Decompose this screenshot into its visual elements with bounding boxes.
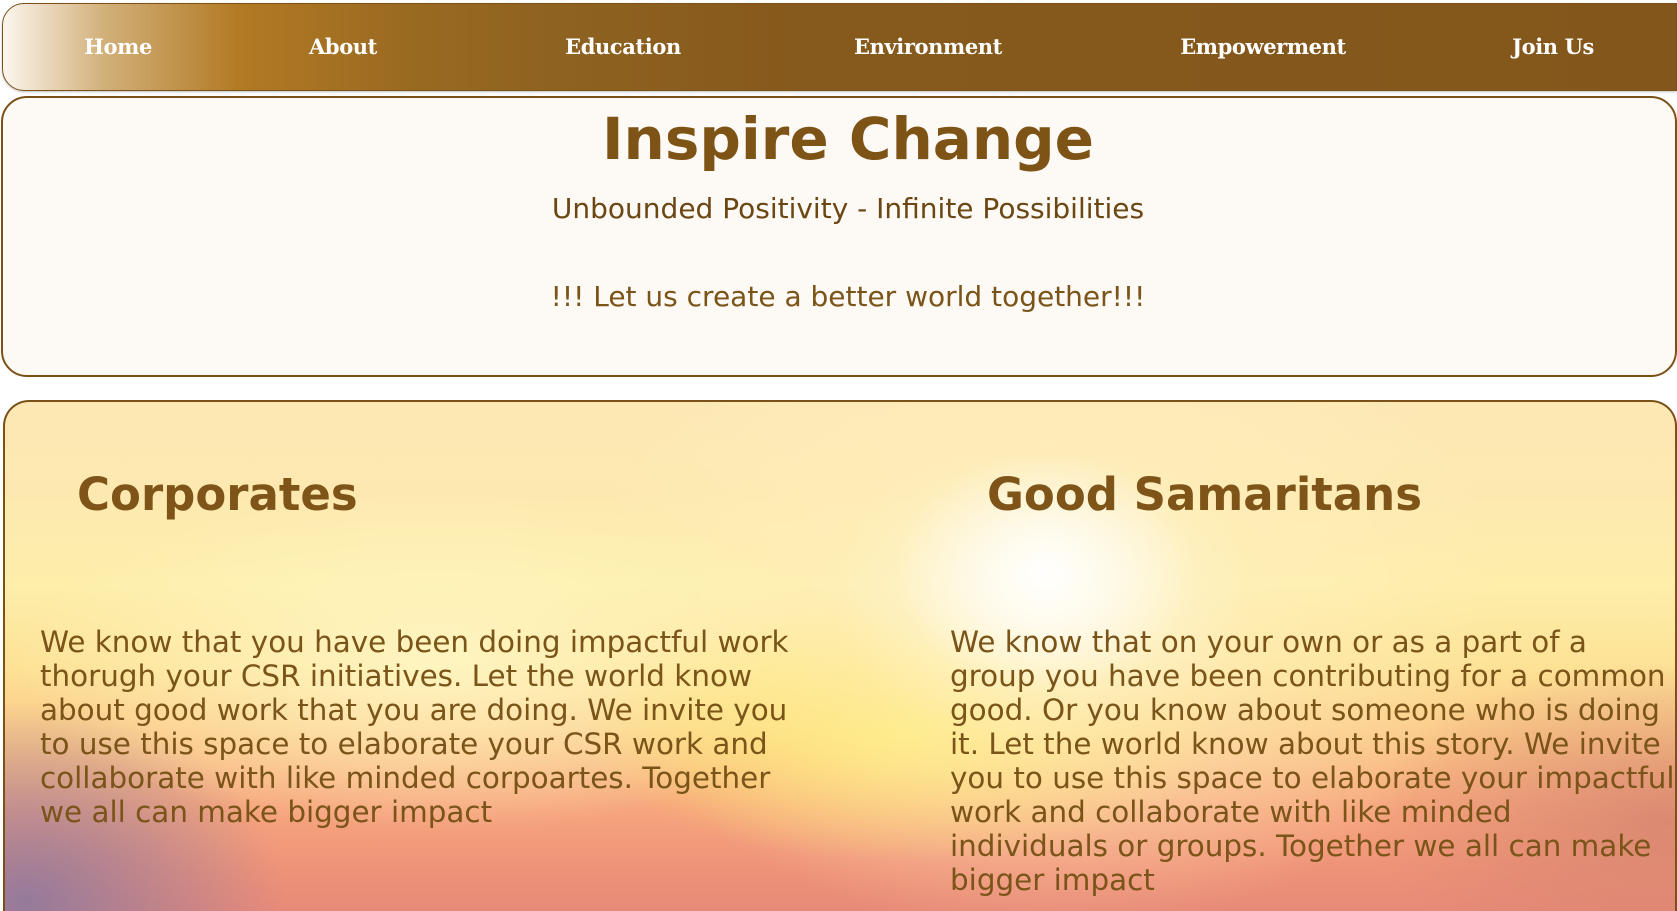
samaritans-text: We know that on your own or as a part of a group you have been contributing for a common good. Or you know about someone who is doing it. Let the world know about this story. We invite you to use this space to elaborate your impactful work and collaborate with like minded individuals or groups. Together we all can make bigger impact xyxy=(950,625,1675,897)
nav-about-link[interactable]: About xyxy=(309,34,377,59)
nav-education-link[interactable]: Education xyxy=(565,34,681,59)
hero-banner xyxy=(1,96,1677,377)
nav-environment-link[interactable]: Environment xyxy=(854,34,1002,59)
audience-section xyxy=(3,400,1677,911)
hero-subtitle: Unbounded Positivity - Infinite Possibilities xyxy=(551,192,1145,225)
corporates-title: Corporates xyxy=(77,468,358,521)
nav-join-us-link[interactable]: Join Us xyxy=(1512,34,1594,59)
hero-title: Inspire Change xyxy=(601,105,1095,173)
corporates-text: We know that you have been doing impactful work thorugh your CSR initiatives. Let the world know about good work that you are doing. We invite you to use this space to elaborate your CSR work and collaborate with like minded corpoartes. Together we all can make bigger impact xyxy=(40,625,789,829)
main-nav xyxy=(2,3,1677,91)
nav-empowerment-link[interactable]: Empowerment xyxy=(1180,34,1346,59)
nav-home-link[interactable]: Home xyxy=(84,34,152,59)
samaritans-title: Good Samaritans xyxy=(987,468,1422,521)
hero-call-to-action: !!! Let us create a better world together!!! xyxy=(550,280,1146,313)
